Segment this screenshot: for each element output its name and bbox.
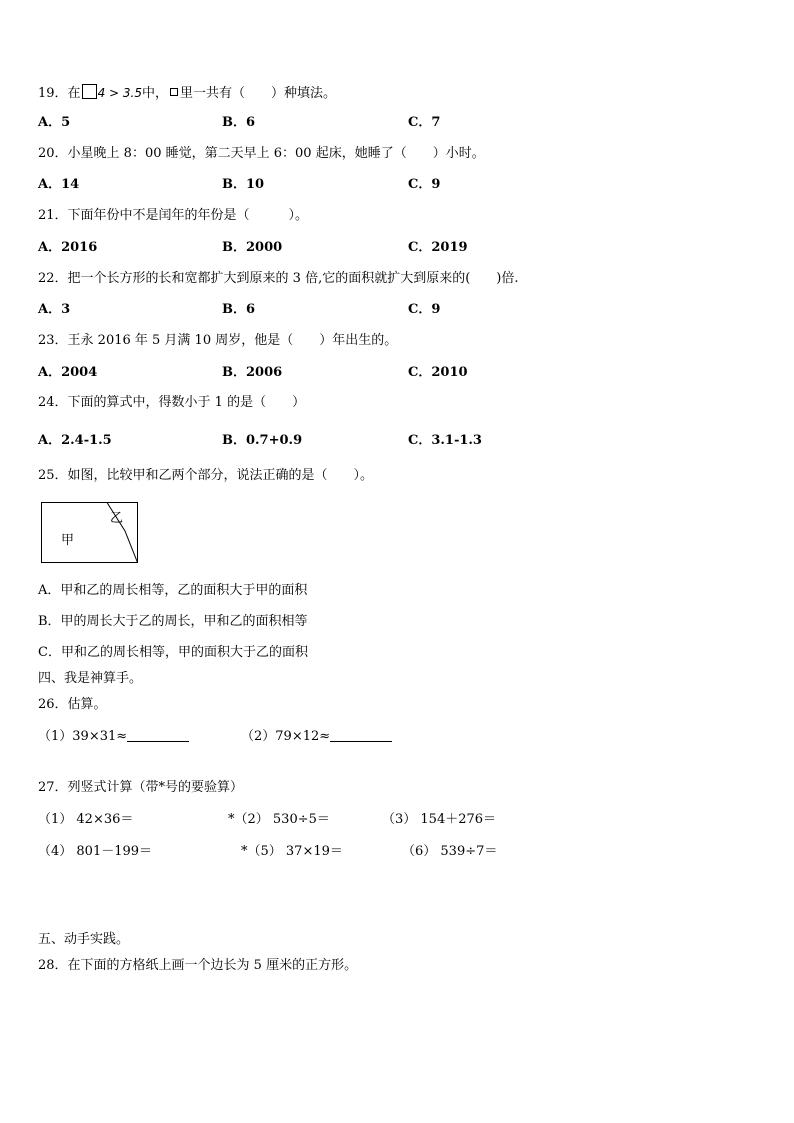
q23-option-a[interactable]: A．2004	[38, 365, 98, 380]
q26-item-1-text: （1）39×31≈	[38, 729, 128, 744]
q27-item-6: （6） 539÷7＝	[402, 844, 498, 859]
question-19-post2: 里一共有（ ）种填法。	[179, 86, 336, 101]
q25-option-b[interactable]: B．甲的周长大于乙的周长，甲和乙的面积相等	[38, 614, 308, 629]
q21-option-a[interactable]: A．2016	[38, 240, 98, 255]
q27-item-1: （1） 42×36＝	[38, 812, 134, 827]
q27-item-5: *（5） 37×19＝	[241, 844, 343, 859]
question-24: 24．下面的算式中，得数小于 1 的是（ ）	[38, 395, 306, 410]
rectangle-diagram-icon	[41, 502, 139, 564]
question-28: 28．在下面的方格纸上画一个边长为 5 厘米的正方形。	[38, 958, 358, 973]
question-25: 25．如图，比较甲和乙两个部分，说法正确的是（ ）。	[38, 468, 374, 483]
q19-option-a[interactable]: A．5	[38, 115, 71, 130]
q26-item-1	[38, 729, 189, 745]
section-5-heading: 五、动手实践。	[38, 932, 130, 947]
q25-option-c[interactable]: C．甲和乙的周长相等，甲的面积大于乙的面积	[38, 645, 308, 660]
q27-item-2: *（2） 530÷5＝	[228, 812, 330, 827]
question-22: 22．把一个长方形的长和宽都扩大到原来的 3 倍,它的面积就扩大到原来的( )倍.	[38, 271, 519, 286]
section-4-heading: 四、我是神算手。	[38, 671, 143, 686]
q22-option-a[interactable]: A．3	[38, 302, 71, 317]
q20-option-c[interactable]: C．9	[408, 177, 441, 192]
question-27: 27．列竖式计算（带*号的要验算）	[38, 780, 244, 795]
question-21: 21．下面年份中不是闰年的年份是（ ）。	[38, 208, 309, 223]
q19-option-b[interactable]: B．6	[222, 115, 256, 130]
q26-item-2-text: （2）79×12≈	[241, 729, 331, 744]
label-jia: 甲	[61, 533, 75, 548]
blank-box	[82, 84, 97, 99]
question-19-post: 中，	[141, 86, 168, 101]
question-19	[38, 84, 336, 102]
q20-option-a[interactable]: A．14	[38, 177, 80, 192]
small-box-icon	[170, 88, 178, 96]
question-20: 20．小星晚上 8：00 睡觉，第二天早上 6：00 起床，她睡了（ ）小时。	[38, 146, 485, 161]
answer-blank[interactable]	[330, 729, 392, 742]
q22-option-c[interactable]: C．9	[408, 302, 441, 317]
answer-blank[interactable]	[127, 729, 189, 742]
q22-option-b[interactable]: B．6	[222, 302, 256, 317]
q21-option-c[interactable]: C．2019	[408, 240, 468, 255]
q23-option-b[interactable]: B．2006	[222, 365, 283, 380]
rectangle-figure	[41, 502, 139, 568]
q23-option-c[interactable]: C．2010	[408, 365, 468, 380]
question-19-pre: 在	[67, 86, 81, 101]
q24-option-b[interactable]: B．0.7+0.9	[222, 433, 303, 448]
q24-option-a[interactable]: A．2.4-1.5	[38, 433, 112, 448]
q25-option-a[interactable]: A．甲和乙的周长相等，乙的面积大于甲的面积	[38, 583, 308, 598]
q20-option-b[interactable]: B．10	[222, 177, 265, 192]
q27-item-4: （4） 801－199＝	[38, 844, 153, 859]
q21-option-b[interactable]: B．2000	[222, 240, 283, 255]
q24-option-c[interactable]: C．3.1-1.3	[408, 433, 482, 448]
q19-option-c[interactable]: C．7	[408, 115, 441, 130]
label-yi: 乙	[110, 511, 124, 526]
q27-item-3: （3） 154＋276＝	[382, 812, 497, 827]
q26-item-2	[241, 729, 392, 745]
question-26: 26．估算。	[38, 697, 107, 712]
question-19-math: 4 > 3.5	[97, 86, 142, 100]
question-19-number: 19．	[38, 86, 68, 101]
question-23: 23．王永 2016 年 5 月满 10 周岁，他是（ ）年出生的。	[38, 333, 398, 348]
